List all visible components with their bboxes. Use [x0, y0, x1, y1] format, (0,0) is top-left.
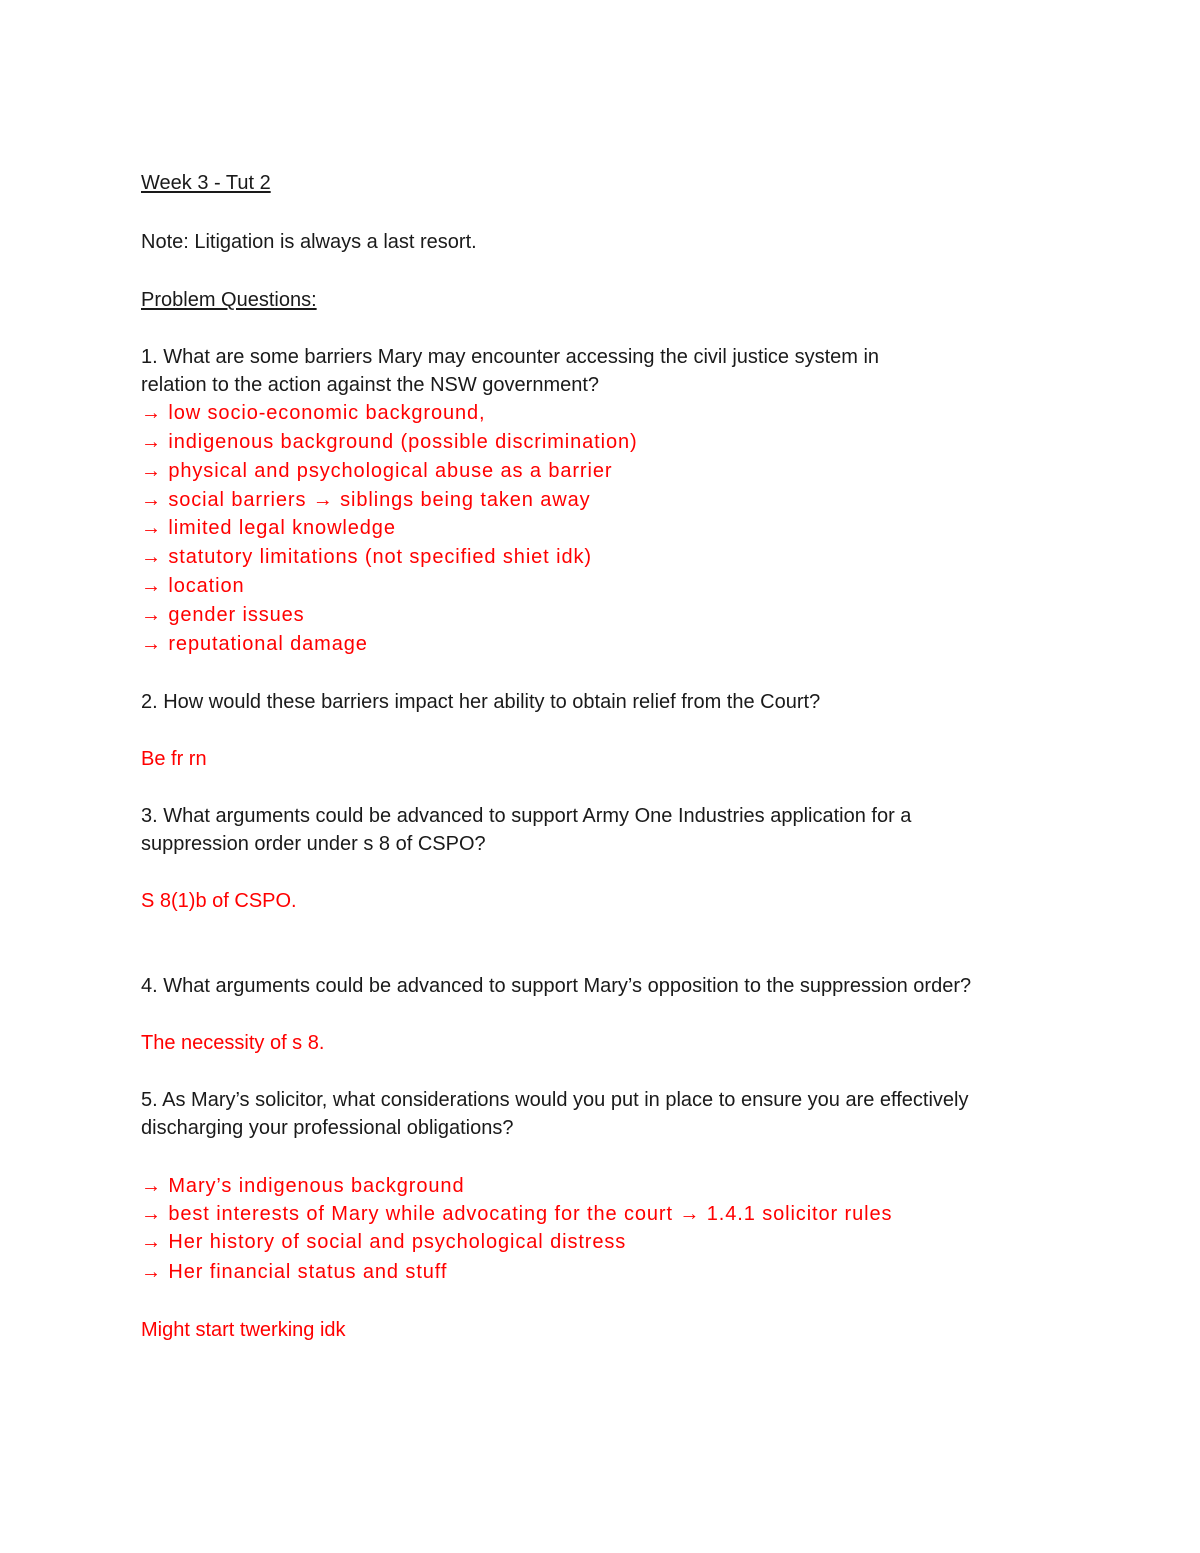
question-5-line-2: discharging your professional obligations? — [141, 1117, 514, 1139]
question-4-line-1: 4. What arguments could be advanced to support Mary’s opposition to the suppression order? — [141, 975, 972, 997]
answer-1-item: → gender issues — [141, 604, 305, 626]
answer-1-item: → location — [141, 575, 245, 597]
answer-1-item: → physical and psychological abuse as a barrier — [141, 460, 613, 482]
document-title: Week 3 - Tut 2 — [141, 172, 271, 194]
answer-1-item: → limited legal knowledge — [141, 517, 396, 539]
answer-5-item: → Her financial status and stuff — [141, 1261, 448, 1283]
question-5-line-1: 5. As Mary’s solicitor, what considerations would you put in place to ensure you are effectively — [141, 1089, 969, 1111]
answer-5-item: → best interests of Mary while advocating for the court → 1.4.1 solicitor rules — [141, 1203, 893, 1225]
question-3-line-1: 3. What arguments could be advanced to support Army One Industries application for a — [141, 805, 912, 827]
question-3-line-2: suppression order under s 8 of CSPO? — [141, 833, 486, 855]
answer-5-item: → Her history of social and psychological distress — [141, 1231, 627, 1253]
answer-3-text: S 8(1)b of CSPO. — [141, 890, 297, 912]
answer-1-item: → social barriers → siblings being taken away — [141, 489, 591, 511]
answer-2-text: Be fr rn — [141, 748, 207, 770]
question-1-line-2: relation to the action against the NSW government? — [141, 374, 600, 396]
answer-1-item: → low socio-economic background, — [141, 402, 486, 424]
question-1-line-1: 1. What are some barriers Mary may encounter accessing the civil justice system in — [141, 346, 880, 368]
answer-1-item: → statutory limitations (not specified shiet idk) — [141, 546, 592, 568]
answer-5-item: → Mary’s indigenous background — [141, 1175, 465, 1197]
answer-1-item: → reputational damage — [141, 633, 368, 655]
note-text: Note: Litigation is always a last resort. — [141, 231, 477, 253]
answer-4-text: The necessity of s 8. — [141, 1032, 325, 1054]
closing-remark: Might start twerking idk — [141, 1319, 346, 1341]
answer-1-item: → indigenous background (possible discrimination) — [141, 431, 638, 453]
question-2-line-1: 2. How would these barriers impact her ability to obtain relief from the Court? — [141, 691, 821, 713]
section-heading: Problem Questions: — [141, 289, 317, 311]
